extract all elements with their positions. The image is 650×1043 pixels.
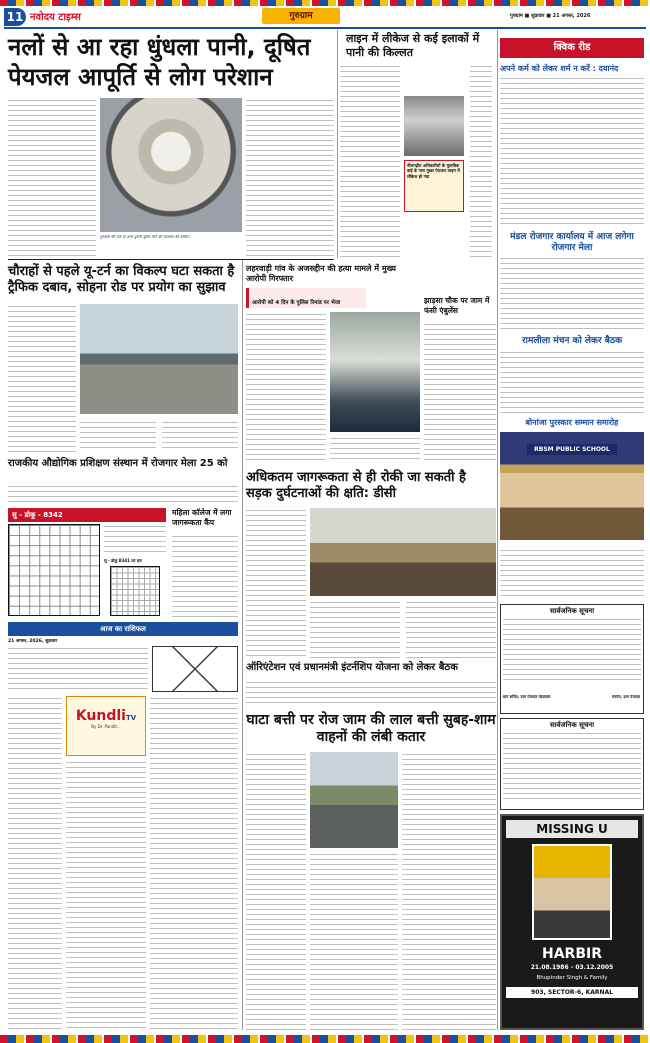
sudoku-title: सु - डोकू - 8342 <box>12 511 63 519</box>
rashifal-list <box>8 696 62 1030</box>
sudoku-answer-title: सु - डोकू 8341 का हल <box>104 558 142 563</box>
story-photo <box>310 752 398 848</box>
quick-read-banner <box>500 38 644 58</box>
kundli-chart <box>152 646 238 692</box>
missing-ad-photo <box>532 844 612 940</box>
callout-text: नीलगढ़ीय अधिकारियों के मुताबिक बाईं के पास मुख्य पेयजल लाइन में लीकेज हो गया <box>407 163 460 179</box>
story-headline: लाइन में लीकेज से कई इलाकों में पानी की किल्लत <box>346 32 480 59</box>
public-notice <box>500 718 644 810</box>
quick-read-label: क्विक रीड <box>553 42 591 53</box>
notice-body <box>503 731 641 803</box>
column-rule <box>242 260 243 1030</box>
paper-name: नवोदय टाइम्स <box>30 12 81 23</box>
kundli-tagline: By Dr. Pandit... <box>91 724 121 729</box>
kundli-brand-suffix: TV <box>125 714 137 722</box>
story-photo <box>404 96 464 156</box>
story-photo <box>80 304 238 414</box>
sudoku-grid <box>8 524 100 616</box>
story-headline: चौराहों से पहले यू-टर्न का विकल्प घटा सकता है ट्रैफिक दबाव, सोहना रोड पर प्रयोग का सुझाव <box>8 264 235 295</box>
page-number-badge <box>4 8 26 26</box>
story-body <box>424 322 496 460</box>
notice-title: सार्वजनिक सूचना <box>549 721 595 729</box>
notice-sign-right: सरपंच, ग्राम पंचायत <box>612 694 641 700</box>
right-story-body <box>500 256 644 332</box>
missing-ad-parent: Bhupinder Singh & Family <box>536 975 608 981</box>
column-rule <box>497 30 498 1030</box>
story-kicker-box <box>246 288 366 308</box>
school-board: RBSM PUBLIC SCHOOL <box>527 444 617 455</box>
story-body <box>8 484 238 504</box>
school-event-photo <box>500 432 644 540</box>
kundli-ad <box>66 696 146 756</box>
lead-photo <box>100 98 242 232</box>
right-story-body <box>500 350 644 414</box>
right-story-body <box>500 548 644 600</box>
rashifal-panchang <box>8 646 148 692</box>
missing-ad-title: MISSING U <box>506 820 638 838</box>
story-headline: घाटा बत्ती पर रोज जाम की लाल बत्ती सुबह-शाम वाहनों की लंबी कतार <box>246 712 496 745</box>
missing-ad-dates: 21.08.1986 - 03.12.2005 <box>530 964 614 971</box>
page-number: 11 <box>6 10 24 24</box>
column-rule <box>337 30 338 258</box>
bottom-color-strip <box>0 1035 650 1043</box>
story-body <box>162 420 238 452</box>
public-notice <box>500 604 644 714</box>
story-body <box>406 600 496 658</box>
right-story-headline: मंडल रोजगार कार्यालय में आज लगेगा रोजगार मेला <box>510 232 634 253</box>
story-headline: ऑरिएंटेशन एवं प्रधानमंत्री इंटर्नशिप योजना को लेकर बैठक <box>246 662 458 673</box>
story-body <box>80 420 156 452</box>
date-line: गुरुग्राम ■ शुक्रवार ■ 21 अगस्त, 2026 <box>510 13 591 19</box>
lead-body-col1 <box>8 98 96 256</box>
story-photo <box>310 508 496 596</box>
divider <box>8 259 334 260</box>
story-body <box>310 852 398 1032</box>
section-tag-label: गुरुग्राम <box>289 11 313 21</box>
notice-sign-left: ग्राम सचिव, ग्राम पंचायत मंडावाला <box>503 694 551 700</box>
sudoku-instructions <box>104 524 166 554</box>
right-story-headline: अपने कर्म को लेकर शर्म न करें : दयानंद <box>500 64 619 73</box>
right-story-headline: बोनांजा पुरस्कार सम्मान समारोह <box>525 418 619 427</box>
right-story-body <box>500 76 644 226</box>
rashifal-list <box>66 760 146 1030</box>
lead-headline: नलों से आ रहा धुंधला पानी, दूषित पेयजल आपूर्ति से लोग परेशान <box>8 33 311 91</box>
section-tag <box>262 8 340 24</box>
story-body <box>310 600 400 658</box>
notice-body <box>503 617 641 683</box>
missing-ad <box>500 814 644 1030</box>
story-headline: अधिकतम जागरूकता से ही रोकी जा सकती है सड़क दुर्घटनाओं की क्षति: डीसी <box>246 470 466 501</box>
rashifal-header <box>8 622 238 636</box>
story-headline: लहरवाड़ी गांव के अजरुद्दीन की हत्या मामले में मुख्य आरोपी गिरफ्तार <box>246 264 396 283</box>
header-rule <box>4 27 646 29</box>
callout-box <box>404 160 464 212</box>
kundli-brand: Kundli <box>75 708 126 724</box>
rashifal-list <box>150 696 238 1030</box>
lead-photo-caption: गुरुग्राम की एक दो अन्य पुरानी दूषित पीने की व्यवस्था की तस्वीर। <box>100 235 190 239</box>
story-kicker: आरोपी को 4 दिन के पुलिस रिमांड पर भेजा <box>252 300 341 306</box>
missing-ad-address: 903, SECTOR-6, KARNAL <box>506 987 638 998</box>
story-body <box>8 304 76 452</box>
story-body <box>246 752 306 1032</box>
lead-body-col2 <box>246 98 334 256</box>
story-headline: राजकीय औद्योगिक प्रशिक्षण संस्थान में रोजगार मेला 25 को <box>8 458 228 469</box>
story-headline: झाड़सा चौक पर जाम में फंसी एंबुलेंस <box>424 296 490 315</box>
story-body <box>246 680 496 706</box>
story-body <box>246 312 326 460</box>
notice-title: सार्वजनिक सूचना <box>549 607 595 615</box>
story-body <box>402 752 496 1032</box>
story-body <box>330 436 420 460</box>
top-color-strip <box>0 0 650 6</box>
story-body <box>470 64 492 258</box>
story-body <box>246 508 306 658</box>
sudoku-section <box>8 508 166 522</box>
right-story-headline: रामलीला मंचन को लेकर बैठक <box>521 336 623 346</box>
story-headline: महिला कॉलेज में लगा जागरूकता कैंप <box>172 508 232 527</box>
missing-ad-name: HARBIR <box>542 946 602 962</box>
story-photo <box>330 312 420 432</box>
rashifal-title: आज का राशिफल <box>100 625 146 633</box>
story-body <box>172 534 238 618</box>
sudoku-answer-grid <box>110 566 160 616</box>
story-body <box>340 64 400 258</box>
rashifal-date: 21 अगस्त, 2026, शुक्रवार <box>8 639 58 644</box>
